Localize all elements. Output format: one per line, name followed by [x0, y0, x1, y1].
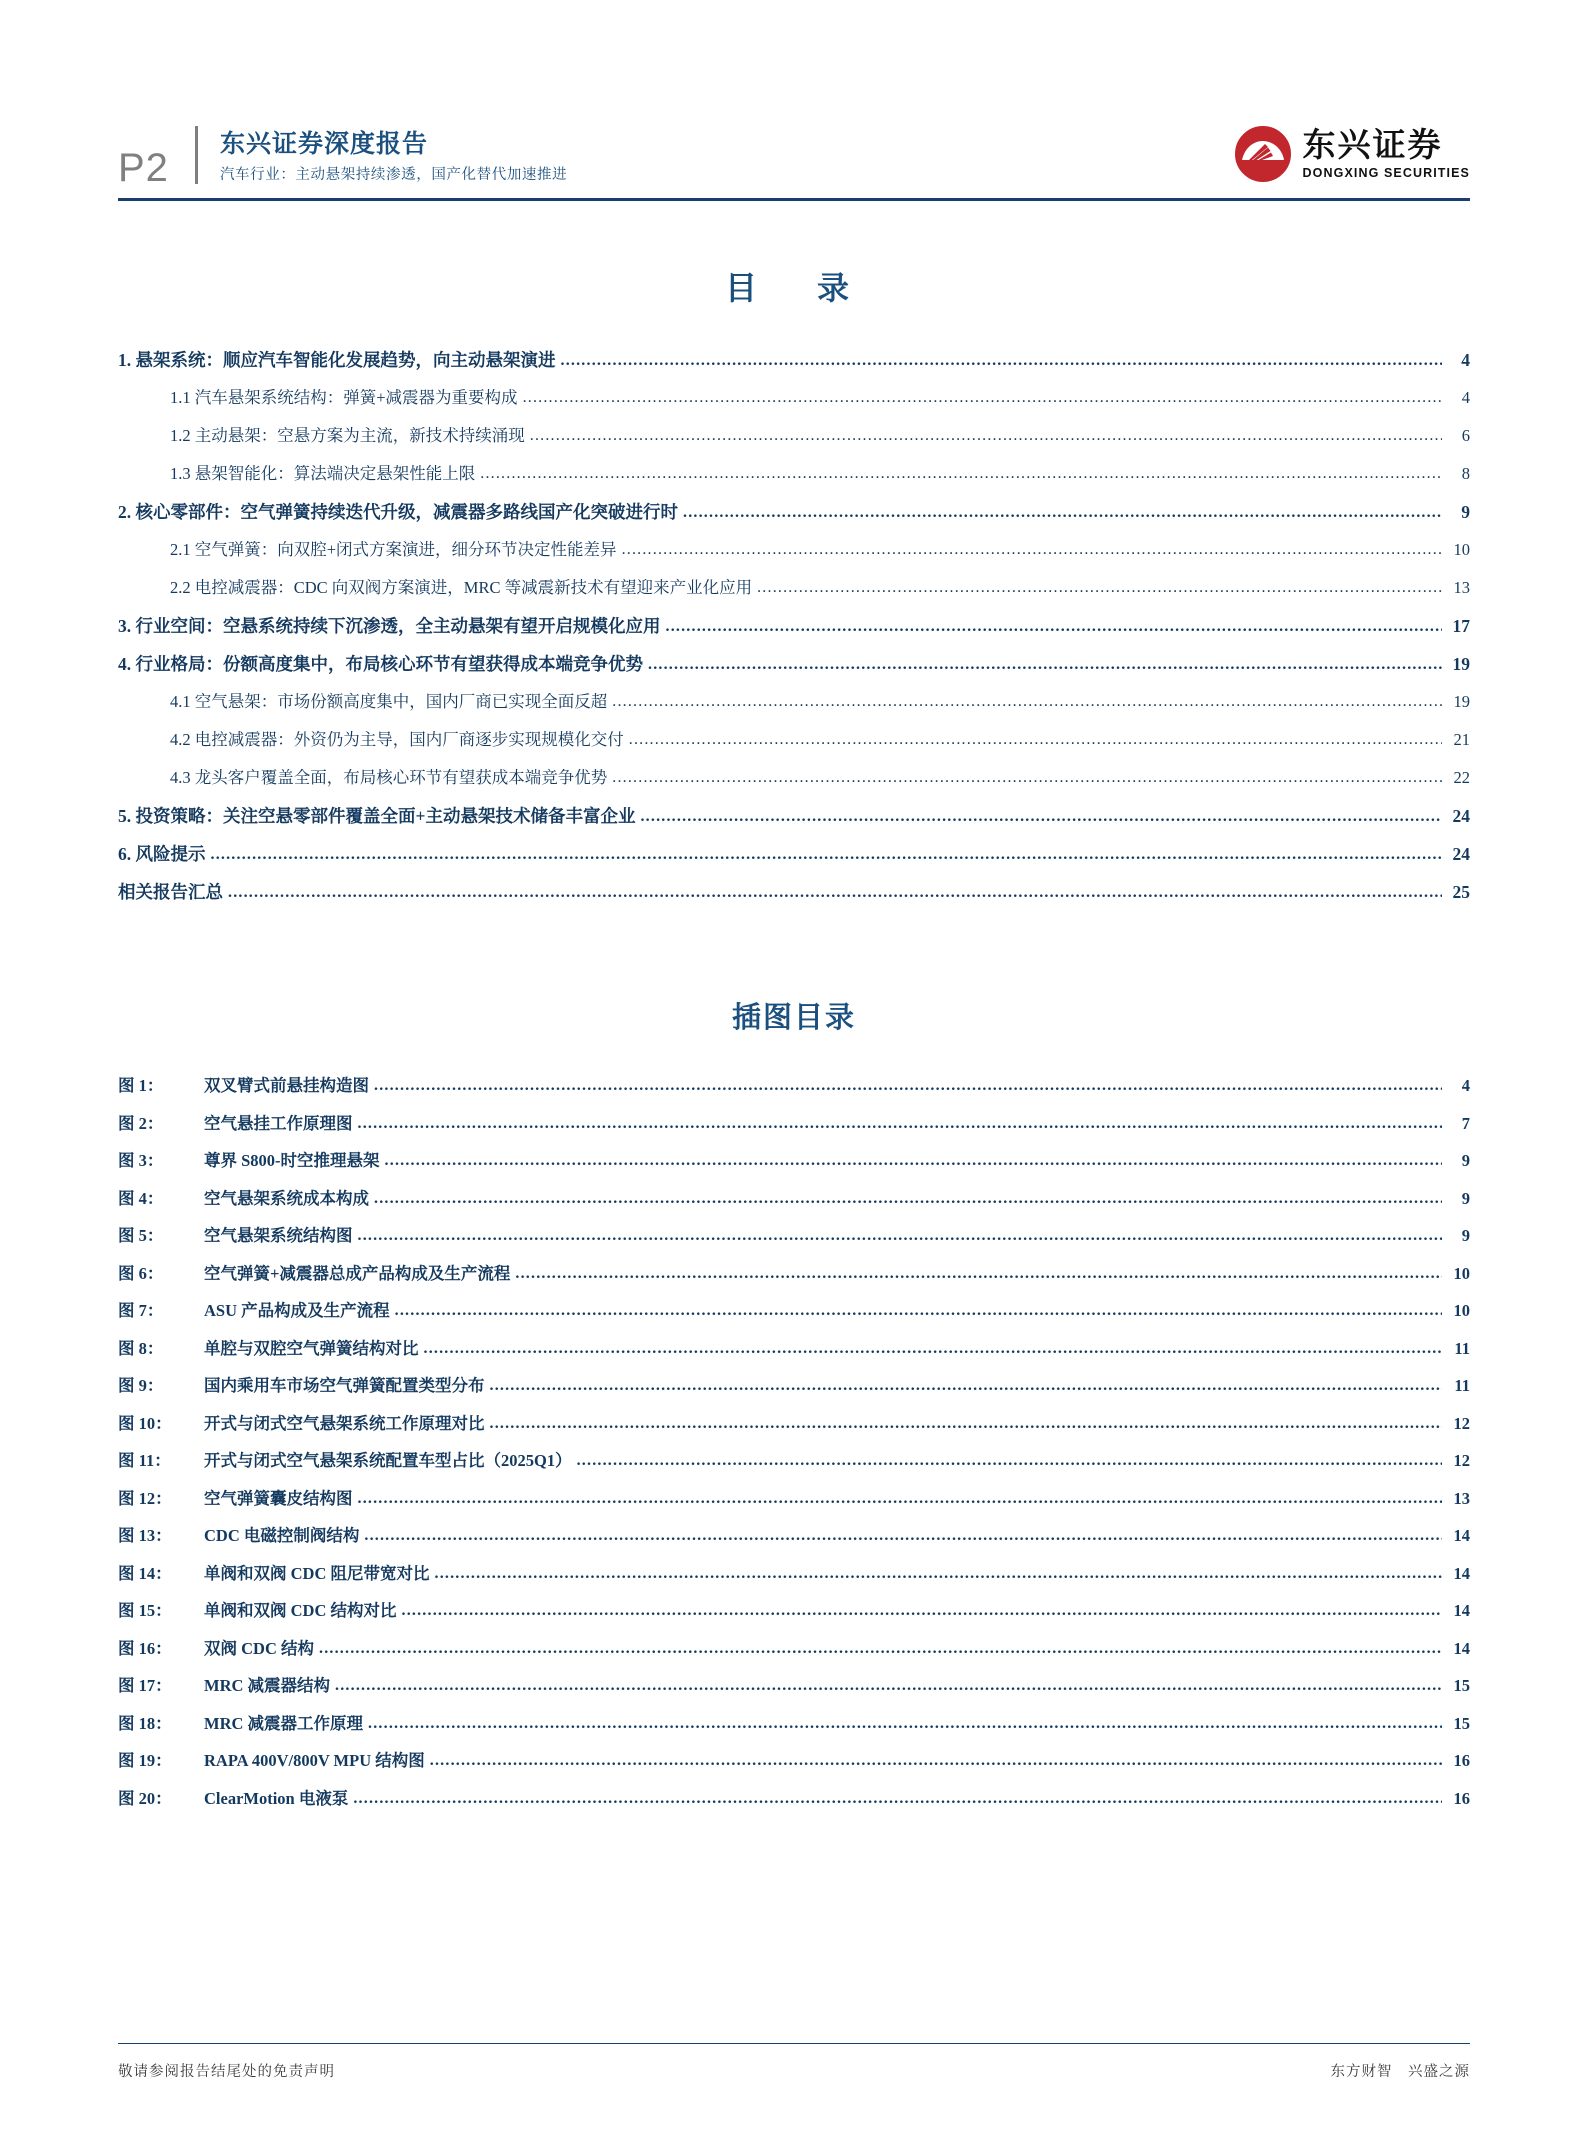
figure-entry-page: 10 [1453, 1263, 1470, 1283]
figure-entry[interactable] [118, 1147, 1470, 1185]
figure-entry-label: 空气弹簧+减震器总成产品构成及生产流程 [204, 1263, 511, 1283]
toc-entry-page: 10 [1453, 540, 1470, 559]
figure-entry-page: 12 [1453, 1451, 1470, 1470]
figure-entry-page: 13 [1453, 1488, 1470, 1508]
figure-entry-label: ClearMotion 电液泵 [204, 1788, 349, 1808]
header-title-group [220, 130, 567, 184]
toc-leader-dots [561, 353, 1443, 371]
figure-leader-dots [335, 1678, 1442, 1695]
figure-entry-number: 图 2： [118, 1113, 164, 1133]
figure-entry[interactable] [118, 1447, 1470, 1485]
toc-entry-page: 4 [1461, 388, 1470, 407]
figure-entry[interactable] [118, 1597, 1470, 1635]
figure-entry[interactable] [118, 1710, 1470, 1748]
toc-entry-page: 21 [1453, 730, 1470, 749]
figure-entry-number: 图 14： [118, 1563, 172, 1583]
figure-leader-dots [430, 1753, 1442, 1770]
footer-content [118, 2060, 1470, 2081]
figure-leader-dots [515, 1266, 1442, 1283]
toc-entry[interactable] [118, 389, 1470, 427]
figure-entry-label: 空气悬架系统结构图 [204, 1226, 353, 1245]
figure-entry-page: 10 [1453, 1301, 1470, 1320]
figure-entry-page: 14 [1453, 1638, 1470, 1658]
toc-entry-label: 4. 行业格局：份额高度集中，布局核心环节有望获得成本端竞争优势 [118, 654, 643, 674]
toc-leader-dots [211, 847, 1443, 865]
figure-entry-number: 图 4： [118, 1188, 164, 1208]
page-header [118, 0, 1470, 190]
toc-entry-page: 24 [1452, 844, 1470, 864]
toc-leader-dots [757, 580, 1442, 597]
toc-entry-label: 4.2 电控减震器：外资仍为主导，国内厂商逐步实现规模化交付 [170, 730, 624, 749]
toc-leader-dots [629, 732, 1442, 749]
figure-entry-page: 16 [1453, 1751, 1470, 1770]
toc-entry-page: 4 [1461, 350, 1470, 370]
toc-entry-page: 6 [1461, 426, 1470, 445]
toc-list [118, 351, 1470, 921]
figure-leader-dots [424, 1341, 1443, 1358]
figure-entry[interactable] [118, 1410, 1470, 1448]
header-left-group [118, 126, 568, 190]
toc-entry-page: 25 [1452, 882, 1470, 902]
toc-entry[interactable] [118, 351, 1470, 389]
toc-entry-page: 19 [1452, 654, 1470, 674]
figure-leader-dots [402, 1603, 1443, 1620]
toc-entry-label: 6. 风险提示 [118, 844, 206, 864]
figure-entry-label: CDC 电磁控制阀结构 [204, 1526, 360, 1545]
figure-entry-number: 图 15： [118, 1601, 172, 1620]
toc-entry[interactable] [118, 883, 1470, 921]
figure-entry-label: RAPA 400V/800V MPU 结构图 [204, 1751, 425, 1770]
toc-leader-dots [228, 885, 1442, 903]
figure-entry-number: 图 19： [118, 1751, 172, 1770]
toc-entry-label: 1.2 主动悬架：空悬方案为主流，新技术持续涌现 [170, 426, 525, 445]
figure-entry-label: 空气悬挂工作原理图 [204, 1113, 353, 1133]
figure-entry-label: 双阀 CDC 结构 [204, 1638, 314, 1658]
figure-entry-label: MRC 减震器结构 [204, 1676, 331, 1695]
figure-entry-page: 14 [1453, 1601, 1470, 1620]
figure-leader-dots [374, 1078, 1442, 1095]
logo-text-group [1303, 128, 1470, 180]
figure-leader-dots [395, 1303, 1442, 1320]
figure-leader-dots [368, 1716, 1442, 1733]
figure-entry-label: 国内乘用车市场空气弹簧配置类型分布 [204, 1376, 485, 1395]
figure-entry-number: 图 1： [118, 1076, 164, 1095]
figure-entry-number: 图 5： [118, 1226, 164, 1245]
toc-entry[interactable] [118, 579, 1470, 617]
footer-disclaimer: 敬请参阅报告结尾处的免责声明 [118, 2064, 335, 2080]
toc-entry-page: 22 [1453, 768, 1470, 787]
figure-entry-page: 14 [1453, 1563, 1470, 1583]
figure-entry-number: 图 8： [118, 1338, 164, 1358]
report-title: 东兴证券深度报告 [219, 130, 428, 159]
logo-chinese-name: 东兴证券 [1302, 126, 1443, 164]
toc-entry-page: 17 [1452, 616, 1470, 636]
toc-entry-page: 19 [1453, 692, 1470, 711]
header-rule [118, 198, 1470, 201]
figure-entry-number: 图 10： [118, 1413, 172, 1433]
figure-entry-page: 16 [1453, 1788, 1470, 1808]
toc-entry-label: 1.1 汽车悬架系统结构：弹簧+减震器为重要构成 [170, 388, 518, 407]
header-vertical-divider [195, 126, 198, 184]
figure-leader-dots [358, 1491, 1443, 1508]
toc-entry-label: 3. 行业空间：空悬系统持续下沉渗透，全主动悬架有望开启规模化应用 [118, 616, 661, 636]
toc-leader-dots [683, 505, 1442, 523]
figure-entry[interactable] [118, 1485, 1470, 1523]
figure-entry-number: 图 17： [118, 1676, 172, 1695]
figure-entry[interactable] [118, 1635, 1470, 1673]
toc-entry-label: 相关报告汇总 [118, 882, 223, 902]
figure-entry-label: 单阀和双阀 CDC 结构对比 [204, 1601, 397, 1620]
figure-entry-number: 图 16： [118, 1638, 172, 1658]
figure-entry[interactable] [118, 1297, 1470, 1335]
toc-entry[interactable] [118, 845, 1470, 883]
figure-entry-page: 7 [1461, 1113, 1470, 1133]
figure-entry-page: 9 [1461, 1151, 1470, 1170]
figure-leader-dots [490, 1416, 1443, 1433]
figure-entry[interactable] [118, 1672, 1470, 1710]
toc-entry-page: 13 [1453, 578, 1470, 597]
figure-entry-number: 图 9： [118, 1376, 164, 1395]
dongxing-emblem-icon [1235, 126, 1291, 182]
figure-entry-label: 空气悬架系统成本构成 [204, 1188, 369, 1208]
figure-leader-dots [577, 1453, 1442, 1470]
toc-leader-dots [523, 390, 1442, 407]
figure-entry[interactable] [118, 1785, 1470, 1823]
figure-leader-dots [490, 1378, 1443, 1395]
toc-entry-label: 5. 投资策略：关注空悬零部件覆盖全面+主动悬架技术储备丰富企业 [118, 806, 636, 826]
toc-leader-dots [530, 428, 1442, 445]
figure-list [118, 1072, 1470, 1822]
figure-entry[interactable] [118, 1372, 1470, 1410]
toc-leader-dots [612, 770, 1442, 787]
toc-entry-page: 24 [1452, 806, 1470, 826]
figure-entry-page: 11 [1454, 1376, 1470, 1395]
figure-entry-number: 图 20： [118, 1788, 172, 1808]
toc-entry[interactable] [118, 617, 1470, 655]
toc-leader-dots [666, 619, 1443, 637]
figure-entry[interactable] [118, 1260, 1470, 1298]
figure-entry-number: 图 12： [118, 1488, 172, 1508]
figure-entry-page: 9 [1461, 1226, 1470, 1245]
toc-entry-label: 4.1 空气悬架：市场份额高度集中，国内厂商已实现全面反超 [170, 692, 608, 711]
figure-entry-label: 开式与闭式空气悬架系统工作原理对比 [204, 1413, 485, 1433]
logo-english-name: DONGXING SECURITIES [1302, 165, 1470, 180]
toc-entry[interactable] [118, 541, 1470, 579]
figure-leader-dots [374, 1191, 1442, 1208]
figure-entry-number: 图 13： [118, 1526, 172, 1545]
figure-leader-dots [358, 1116, 1443, 1133]
figure-entry-label: 尊界 S800-时空推理悬架 [204, 1151, 380, 1170]
figure-entry-number: 图 6： [118, 1263, 164, 1283]
toc-entry-page: 9 [1461, 502, 1470, 522]
figure-entry-page: 14 [1453, 1526, 1470, 1545]
toc-entry-label: 1.3 悬架智能化：算法端决定悬架性能上限 [170, 464, 476, 483]
toc-entry-label: 4.3 龙头客户覆盖全面，布局核心环节有望获成本端竞争优势 [170, 768, 608, 787]
figure-entry-label: 开式与闭式空气悬架系统配置车型占比（2025Q1） [204, 1451, 572, 1470]
figure-entry[interactable] [118, 1747, 1470, 1785]
toc-entry[interactable] [118, 465, 1470, 503]
footer-rule [118, 2043, 1470, 2045]
figure-leader-dots [358, 1228, 1443, 1245]
toc-entry[interactable] [118, 769, 1470, 807]
figure-entry-page: 11 [1454, 1338, 1470, 1358]
figure-list-heading: 插图目录 [731, 1002, 856, 1034]
figure-entry[interactable] [118, 1110, 1470, 1148]
figure-entry-page: 15 [1453, 1713, 1470, 1733]
toc-entry-label: 2. 核心零部件：空气弹簧持续迭代升级，减震器多路线国产化突破进行时 [118, 502, 678, 522]
figure-entry-number: 图 3： [118, 1151, 164, 1170]
company-logo [1235, 126, 1470, 184]
figure-leader-dots [319, 1641, 1442, 1658]
figure-leader-dots [353, 1791, 1442, 1808]
figure-entry-page: 15 [1453, 1676, 1470, 1695]
report-subtitle: 汽车行业：主动悬架持续渗透，国产化替代加速推进 [219, 167, 568, 184]
figure-leader-dots [385, 1153, 1442, 1170]
toc-entry[interactable] [118, 427, 1470, 465]
figure-entry-page: 9 [1461, 1188, 1470, 1208]
toc-heading: 目 录 [724, 270, 863, 306]
figure-entry-number: 图 11： [118, 1451, 171, 1470]
figure-leader-dots [364, 1528, 1442, 1545]
page-number: P2 [118, 146, 169, 190]
footer-slogan: 东方财智 兴盛之源 [1330, 2064, 1470, 2080]
toc-leader-dots [648, 657, 1442, 675]
figure-entry-label: ASU 产品构成及生产流程 [204, 1301, 390, 1320]
page-footer [118, 2043, 1470, 2082]
toc-entry[interactable] [118, 655, 1470, 693]
toc-entry[interactable] [118, 503, 1470, 541]
figure-entry[interactable] [118, 1560, 1470, 1598]
figure-entry[interactable] [118, 1222, 1470, 1260]
figure-entry[interactable] [118, 1522, 1470, 1560]
figure-entry-page: 12 [1453, 1413, 1470, 1433]
toc-entry-page: 8 [1461, 464, 1470, 483]
figure-entry[interactable] [118, 1185, 1470, 1223]
toc-leader-dots [480, 466, 1442, 483]
toc-entry-label: 2.1 空气弹簧：向双腔+闭式方案演进，细分环节决定性能差异 [170, 540, 617, 559]
figure-entry[interactable] [118, 1072, 1470, 1110]
toc-leader-dots [612, 694, 1442, 711]
figure-entry-label: 单阀和双阀 CDC 阻尼带宽对比 [204, 1563, 430, 1583]
figure-entry-number: 图 18： [118, 1713, 172, 1733]
figure-entry[interactable] [118, 1335, 1470, 1373]
toc-leader-dots [640, 809, 1442, 827]
toc-entry[interactable] [118, 693, 1470, 731]
toc-entry[interactable] [118, 807, 1470, 845]
figure-entry-label: MRC 减震器工作原理 [204, 1713, 364, 1733]
figure-entry-number: 图 7： [118, 1301, 164, 1320]
toc-entry-label: 1. 悬架系统：顺应汽车智能化发展趋势，向主动悬架演进 [118, 350, 556, 370]
figure-leader-dots [435, 1566, 1443, 1583]
figure-entry-label: 双叉臂式前悬挂构造图 [204, 1076, 369, 1095]
figure-entry-label: 单腔与双腔空气弹簧结构对比 [204, 1338, 419, 1358]
toc-entry-label: 2.2 电控减震器：CDC 向双阀方案演进，MRC 等减震新技术有望迎来产业化应用 [170, 578, 753, 597]
toc-entry[interactable] [118, 731, 1470, 769]
figure-entry-page: 4 [1461, 1076, 1470, 1095]
toc-leader-dots [622, 542, 1442, 559]
figure-entry-label: 空气弹簧囊皮结构图 [204, 1488, 353, 1508]
